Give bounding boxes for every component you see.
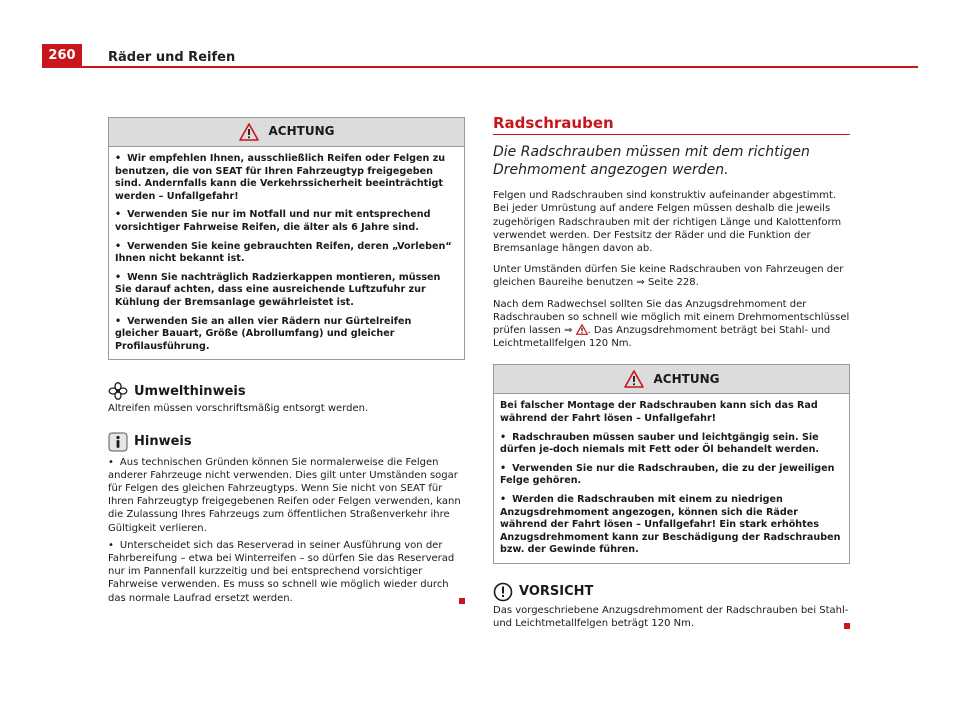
paragraph: Felgen und Radschrauben sind konstruktiv aufeinander abgestimmt. Bei jeder Umrüstung auf andere Felgen müssen deshalb die jeweils zugehörigen Radschrauben mit der richtigen Länge und Kalottenform verwendet werden. Der Festsitz der Räder und die Funktion der Bremsanlage hängen davon ab. — [493, 190, 842, 255]
warning-body — [494, 394, 849, 563]
environment-flower-icon — [108, 382, 128, 400]
section-subtitle: Die Radschrauben müssen mit dem richtigen Drehmoment angezogen werden. — [493, 144, 810, 179]
warning-item: • Wir empfehlen Ihnen, ausschließlich Reifen oder Felgen zu benutzen, die von SEAT für Ihren Fahrzeugtyp freigegeben sind. Andernfalls kann die Verkehrssicherheit beeinträchtigt werden – Unfallgefahr! — [115, 153, 446, 202]
warning-box — [108, 117, 465, 360]
warning-item: • Werden die Radschrauben mit einem zu niedrigen Anzugsdrehmoment angezogen, können sich die Räder während der Fahrt lösen – Unfallgefahr! Ein stark erhöhtes Anzugsdrehmoment kann zur Beschädigung der Radschrauben bzw. der Gewinde führen. — [500, 494, 841, 556]
paragraph: Unter Umständen dürfen Sie keine Radschrauben von Fahrzeugen der gleichen Baureihe benutzen ⇒ Seite 228. — [493, 264, 844, 289]
note-item: • Unterscheidet sich das Reserverad in seiner Ausführung von der Fahrbereifung – etwa bei Winterreifen – so dürfen Sie das Reserverad nur im Pannenfall kurzzeitig und bei entsprechend vorsichtiger Fahrweise verwenden. Es muss so schnell wie möglich wieder durch das normale Laufrad ersetzt werden. — [108, 539, 455, 604]
environment-text: Altreifen müssen vorschriftsmäßig entsorgt werden. — [108, 403, 369, 415]
info-icon — [108, 432, 128, 452]
warning-item: • Verwenden Sie keine gebrauchten Reifen, deren „Vorleben“ Ihnen nicht bekannt ist. — [115, 240, 452, 265]
left-column — [108, 117, 465, 608]
environment-title: Umwelthinweis — [134, 383, 246, 399]
right-column — [493, 114, 850, 634]
warning-item: • Verwenden Sie nur im Notfall und nur mit entsprechend vorsichtiger Fahrweise Reifen, die älter als 6 Jahre sind. — [115, 209, 431, 233]
caution-text: Das vorgeschriebene Anzugsdrehmoment der Radschrauben bei Stahl- und Leichtmetallfelgen beträgt 120 Nm. — [493, 604, 849, 630]
paragraph: Nach dem Radwechsel sollten Sie das Anzugsdrehmoment der Radschrauben so schnell wie möglich mit einem Drehmomentschlüssel prüfen lassen ⇒ . Das Anzugsdrehmoment beträgt bei Stahl- und Leichtmetallfelgen 120 Nm. — [493, 298, 850, 350]
warning-intro: Bei falscher Montage der Radschrauben kann sich das Rad während der Fahrt lösen – Unfallgefahr! — [500, 400, 818, 425]
warning-title: ACHTUNG — [653, 371, 720, 386]
warning-reference-icon[interactable] — [576, 324, 588, 335]
warning-box — [493, 364, 850, 564]
note-item: • Aus technischen Gründen können Sie normalerweise die Felgen anderer Fahrzeuge nicht verwenden. Dies gilt unter Umständen sogar für Felgen des gleichen Fahrzeugtyps. Wenn Sie nicht von SEAT für Ihren Fahrzeugtyp freigegebenen Reifen oder Felgen verwenden, kann die Zulassung Ihres Fahrzeugs zum öffentlichen Straßenverkehr ihre Gültigkeit verlieren. — [108, 456, 461, 534]
warning-box-header — [494, 365, 849, 394]
page-number: 260 — [42, 44, 82, 68]
caution-heading — [493, 582, 850, 602]
warning-triangle-icon — [624, 370, 644, 388]
warning-item: • Wenn Sie nachträglich Radzierkappen montieren, müssen Sie darauf achten, dass eine ausreichende Luftzufuhr zur Kühlung der Bremsanlage gewährleistet ist. — [115, 271, 441, 308]
section-title: Radschrauben — [493, 117, 850, 135]
header-rule — [42, 66, 918, 68]
chapter-title: Räder und Reifen — [108, 50, 236, 65]
warning-title: ACHTUNG — [268, 124, 335, 139]
caution-title: VORSICHT — [519, 584, 594, 600]
caution-exclamation-icon — [493, 582, 513, 602]
environment-heading — [108, 382, 465, 400]
warning-body — [109, 147, 464, 359]
warning-triangle-icon — [239, 123, 259, 141]
warning-item: • Radschrauben müssen sauber und leichtgängig sein. Sie dürfen je-doch niemals mit Fett oder Öl behandelt werden. — [500, 431, 820, 456]
warning-item: • Verwenden Sie nur die Radschrauben, die zu der jeweiligen Felge gehören. — [500, 462, 835, 487]
warning-box-header — [109, 118, 464, 147]
warning-item: • Verwenden Sie an allen vier Rädern nur Gürtelreifen gleicher Bauart, Größe (Abrollumfang) und gleicher Profilausführung. — [115, 315, 412, 352]
note-title: Hinweis — [134, 433, 192, 449]
note-heading — [108, 432, 465, 452]
